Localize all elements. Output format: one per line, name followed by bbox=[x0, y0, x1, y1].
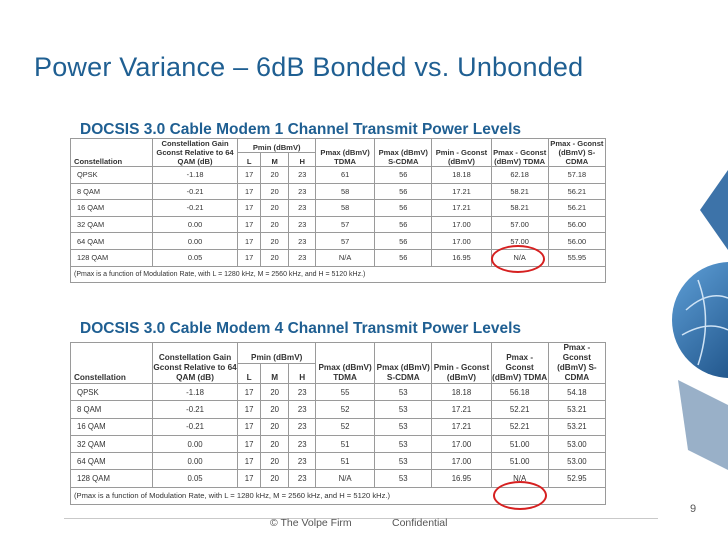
cell: 17.21 bbox=[432, 401, 491, 418]
cell: 0.00 bbox=[152, 233, 238, 250]
table-row bbox=[71, 183, 606, 200]
header-m: M bbox=[260, 363, 289, 384]
cell: 53 bbox=[375, 384, 432, 401]
table-row bbox=[71, 453, 606, 470]
cell: 0.05 bbox=[152, 470, 238, 487]
header-l: L bbox=[238, 363, 260, 384]
header-pmin: Pmin (dBmV) bbox=[238, 139, 316, 153]
table-row bbox=[71, 216, 606, 233]
cell: 56 bbox=[375, 200, 432, 217]
cell: 16.95 bbox=[432, 470, 491, 487]
header-gain: Constellation Gain Gconst Relative to 64 QAM (dB) bbox=[152, 139, 238, 167]
cell: 20 bbox=[260, 418, 289, 435]
header-pmax-tdma: Pmax (dBmV) TDMA bbox=[315, 139, 374, 167]
cell: 51 bbox=[315, 435, 374, 452]
cell: 20 bbox=[260, 200, 289, 217]
cell: 53 bbox=[375, 453, 432, 470]
header-constellation: Constellation bbox=[71, 343, 153, 384]
table-row bbox=[71, 200, 606, 217]
cell: 62.18 bbox=[491, 167, 548, 184]
cell: 17 bbox=[238, 233, 260, 250]
header-gain: Constellation Gain Gconst Relative to 64 QAM (dB) bbox=[152, 343, 238, 384]
cell: 52.21 bbox=[491, 418, 548, 435]
cell: 17 bbox=[238, 401, 260, 418]
cell: 56 bbox=[375, 183, 432, 200]
header-pmin: Pmin (dBmV) bbox=[238, 343, 316, 364]
header-pmax-scdma: Pmax (dBmV) S-CDMA bbox=[375, 139, 432, 167]
header-h: H bbox=[289, 363, 316, 384]
cell: 17.00 bbox=[432, 216, 491, 233]
cell: 23 bbox=[289, 435, 316, 452]
cell: -0.21 bbox=[152, 401, 238, 418]
table-row bbox=[71, 401, 606, 418]
cell: 17 bbox=[238, 249, 260, 266]
table-row bbox=[71, 435, 606, 452]
cell: -0.21 bbox=[152, 183, 238, 200]
cell-highlighted: 57.00 bbox=[491, 233, 548, 250]
header-pmax-tdma: Pmax (dBmV) TDMA bbox=[315, 343, 374, 384]
header-h: H bbox=[289, 153, 316, 167]
cell: 20 bbox=[260, 401, 289, 418]
cell: N/A bbox=[315, 470, 374, 487]
cell: 61 bbox=[315, 167, 374, 184]
table1-note: (Pmax is a function of Modulation Rate, with L = 1280 kHz, M = 2560 kHz, and H = 5120 kHz.) bbox=[71, 266, 606, 283]
header-pmin-gconst: Pmin - Gconst (dBmV) bbox=[432, 343, 491, 384]
table-row bbox=[71, 384, 606, 401]
header-pmax-gconst-scdma: Pmax - Gconst (dBmV) S-CDMA bbox=[548, 139, 605, 167]
header-l: L bbox=[238, 153, 260, 167]
cell: 53 bbox=[375, 401, 432, 418]
cell: 56.00 bbox=[548, 233, 605, 250]
cell: 52.21 bbox=[491, 401, 548, 418]
cell: 58.21 bbox=[491, 183, 548, 200]
header-constellation: Constellation bbox=[71, 139, 153, 167]
cell: 23 bbox=[289, 401, 316, 418]
header-pmin-gconst: Pmin - Gconst (dBmV) bbox=[432, 139, 491, 167]
cell: 17.00 bbox=[432, 453, 491, 470]
header-pmax-scdma: Pmax (dBmV) S-CDMA bbox=[375, 343, 432, 384]
cell-highlighted: 51.00 bbox=[491, 453, 548, 470]
footer-divider bbox=[64, 518, 658, 519]
cell: 23 bbox=[289, 167, 316, 184]
footer-confidential: Confidential bbox=[392, 517, 448, 529]
cell: 17 bbox=[238, 418, 260, 435]
cell: 20 bbox=[260, 249, 289, 266]
cell: 17 bbox=[238, 183, 260, 200]
cell: 53.00 bbox=[548, 453, 605, 470]
cell: 53.21 bbox=[548, 418, 605, 435]
cell: 17 bbox=[238, 384, 260, 401]
cell: 53.21 bbox=[548, 401, 605, 418]
cell: 58 bbox=[315, 183, 374, 200]
header-pmax-gconst-tdma: Pmax - Gconst (dBmV) TDMA bbox=[491, 343, 548, 384]
cell: 17.00 bbox=[432, 233, 491, 250]
cell: 20 bbox=[260, 470, 289, 487]
header-pmax-gconst-scdma: Pmax - Gconst (dBmV) S-CDMA bbox=[548, 343, 605, 384]
slide-title: Power Variance – 6dB Bonded vs. Unbonded bbox=[34, 52, 584, 82]
cell: 17 bbox=[238, 435, 260, 452]
cell: 57 bbox=[315, 233, 374, 250]
highlight-circle-2 bbox=[493, 481, 547, 510]
cell: 51.00 bbox=[491, 435, 548, 452]
cell: -1.18 bbox=[152, 384, 238, 401]
cell: 32 QAM bbox=[71, 435, 153, 452]
cell: 17.00 bbox=[432, 435, 491, 452]
cell: 17 bbox=[238, 453, 260, 470]
cell: 53 bbox=[375, 418, 432, 435]
cell: 17.21 bbox=[432, 183, 491, 200]
cell: 23 bbox=[289, 183, 316, 200]
cell: 56 bbox=[375, 167, 432, 184]
cell: 23 bbox=[289, 470, 316, 487]
cell: 20 bbox=[260, 384, 289, 401]
cell: 64 QAM bbox=[71, 453, 153, 470]
page-number: 9 bbox=[690, 503, 697, 515]
cell: 52 bbox=[315, 401, 374, 418]
cell: 0.05 bbox=[152, 249, 238, 266]
cell: 51 bbox=[315, 453, 374, 470]
cell: 17 bbox=[238, 216, 260, 233]
cell: 128 QAM bbox=[71, 249, 153, 266]
cell: 17 bbox=[238, 167, 260, 184]
cell: 57.00 bbox=[491, 216, 548, 233]
cell: 55.95 bbox=[548, 249, 605, 266]
cell: 56 bbox=[375, 249, 432, 266]
cell: 23 bbox=[289, 453, 316, 470]
cell: 23 bbox=[289, 233, 316, 250]
cell: 55 bbox=[315, 384, 374, 401]
cell: 16 QAM bbox=[71, 200, 153, 217]
cell: QPSK bbox=[71, 167, 153, 184]
table2-note: (Pmax is a function of Modulation Rate, with L = 1280 kHz, M = 2560 kHz, and H = 5120 kHz.) bbox=[71, 487, 606, 504]
cell: 23 bbox=[289, 418, 316, 435]
table-row bbox=[71, 167, 606, 184]
header-m: M bbox=[260, 153, 289, 167]
cell: 8 QAM bbox=[71, 183, 153, 200]
cell: 53.00 bbox=[548, 435, 605, 452]
table2-caption: DOCSIS 3.0 Cable Modem 4 Channel Transmit Power Levels bbox=[80, 320, 522, 337]
cell: 18.18 bbox=[432, 167, 491, 184]
cell: 57 bbox=[315, 216, 374, 233]
cell: 0.00 bbox=[152, 216, 238, 233]
cell: 56.00 bbox=[548, 216, 605, 233]
arrow-shape bbox=[700, 170, 728, 250]
cell: 52 bbox=[315, 418, 374, 435]
cell: 20 bbox=[260, 167, 289, 184]
cell: 56 bbox=[375, 233, 432, 250]
table-row bbox=[71, 418, 606, 435]
cell: 54.18 bbox=[548, 384, 605, 401]
cell: 20 bbox=[260, 435, 289, 452]
cell: N/A bbox=[315, 249, 374, 266]
cell: 17.21 bbox=[432, 200, 491, 217]
cell: 0.00 bbox=[152, 453, 238, 470]
cell: 0.00 bbox=[152, 435, 238, 452]
cell: 23 bbox=[289, 200, 316, 217]
cell: 17.21 bbox=[432, 418, 491, 435]
cell: 16.95 bbox=[432, 249, 491, 266]
cell: 18.18 bbox=[432, 384, 491, 401]
cell: 52.95 bbox=[548, 470, 605, 487]
cell: 53 bbox=[375, 435, 432, 452]
cell: 32 QAM bbox=[71, 216, 153, 233]
cell: 56.21 bbox=[548, 200, 605, 217]
footer-copyright: © The Volpe Firm bbox=[270, 517, 352, 529]
cell: -1.18 bbox=[152, 167, 238, 184]
cell: 20 bbox=[260, 233, 289, 250]
cell: N/A bbox=[491, 470, 548, 487]
cell: 17 bbox=[238, 470, 260, 487]
cell: 56 bbox=[375, 216, 432, 233]
cell: 20 bbox=[260, 453, 289, 470]
cell: 20 bbox=[260, 183, 289, 200]
cell: -0.21 bbox=[152, 200, 238, 217]
cell: 53 bbox=[375, 470, 432, 487]
cell: 58.21 bbox=[491, 200, 548, 217]
cell: 23 bbox=[289, 384, 316, 401]
cell: 128 QAM bbox=[71, 470, 153, 487]
cell: 23 bbox=[289, 216, 316, 233]
cell: 56.18 bbox=[491, 384, 548, 401]
cell: 8 QAM bbox=[71, 401, 153, 418]
highlight-circle-1 bbox=[491, 245, 545, 273]
cell: N/A bbox=[491, 249, 548, 266]
cell: 20 bbox=[260, 216, 289, 233]
cell: 58 bbox=[315, 200, 374, 217]
cell: 56.21 bbox=[548, 183, 605, 200]
table1-caption: DOCSIS 3.0 Cable Modem 1 Channel Transmit Power Levels bbox=[80, 121, 522, 138]
globe-arrow-graphic bbox=[668, 170, 728, 470]
cell: 64 QAM bbox=[71, 233, 153, 250]
cell: 57.18 bbox=[548, 167, 605, 184]
cell: -0.21 bbox=[152, 418, 238, 435]
cell: 17 bbox=[238, 200, 260, 217]
cell: QPSK bbox=[71, 384, 153, 401]
header-pmax-gconst-tdma: Pmax - Gconst (dBmV) TDMA bbox=[491, 139, 548, 167]
cell: 23 bbox=[289, 249, 316, 266]
cell: 16 QAM bbox=[71, 418, 153, 435]
